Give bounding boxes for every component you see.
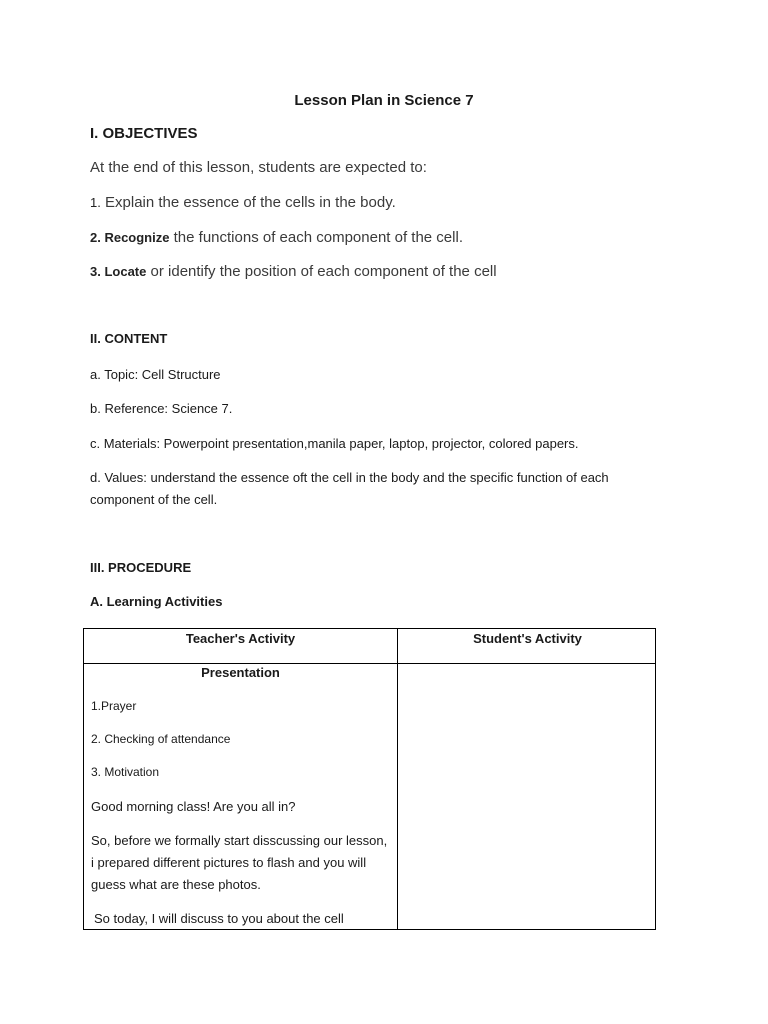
procedure-heading: III. PROCEDURE: [90, 560, 192, 575]
objective-item-3: [90, 263, 497, 280]
content-values: d. Values: understand the essence oft the cell in the body and the specific function of each component of the cell.: [90, 470, 609, 507]
table-header-teacher: Teacher's Activity: [185, 631, 296, 646]
objective-text: Explain the essence of the cells in the body.: [100, 194, 396, 211]
table-header-student: Student's Activity: [473, 631, 582, 646]
objectives-heading: I. OBJECTIVES: [90, 125, 198, 142]
step-attendance: 2. Checking of attendance: [91, 732, 231, 746]
objectives-intro: At the end of this lesson, students are expected to:: [90, 159, 427, 176]
learning-activities-heading: A. Learning Activities: [90, 594, 223, 609]
table-header-divider: [84, 663, 655, 664]
greeting-text: Good morning class! Are you all in?: [91, 799, 296, 814]
content-topic: a. Topic: Cell Structure: [90, 367, 221, 382]
objective-item-1: [90, 194, 396, 211]
presentation-label: Presentation: [201, 665, 280, 680]
intro-paragraph: So, before we formally start disscussing our lesson, i prepared different pictures to flash and you will guess what are these photos.: [91, 833, 388, 892]
closing-text: So today, I will discuss to you about the cell: [94, 911, 344, 926]
activities-table: [83, 628, 656, 930]
step-motivation: 3. Motivation: [91, 765, 160, 779]
objective-text: the functions of each component of the cell.: [169, 229, 463, 246]
page-title: Lesson Plan in Science 7: [294, 92, 474, 109]
table-column-divider: [397, 629, 398, 929]
step-prayer: 1.Prayer: [91, 699, 137, 713]
content-reference: b. Reference: Science 7.: [90, 401, 233, 416]
objective-lead: 3. Locate: [90, 264, 147, 279]
objective-text: or identify the position of each component of the cell: [146, 263, 497, 280]
objective-lead: 1.: [90, 195, 101, 210]
content-heading: II. CONTENT: [90, 331, 168, 346]
content-materials: c. Materials: Powerpoint presentation,manila paper, laptop, projector, colored papers.: [90, 436, 579, 451]
objective-lead: 2. Recognize: [90, 230, 170, 245]
objective-item-2: [90, 229, 463, 246]
